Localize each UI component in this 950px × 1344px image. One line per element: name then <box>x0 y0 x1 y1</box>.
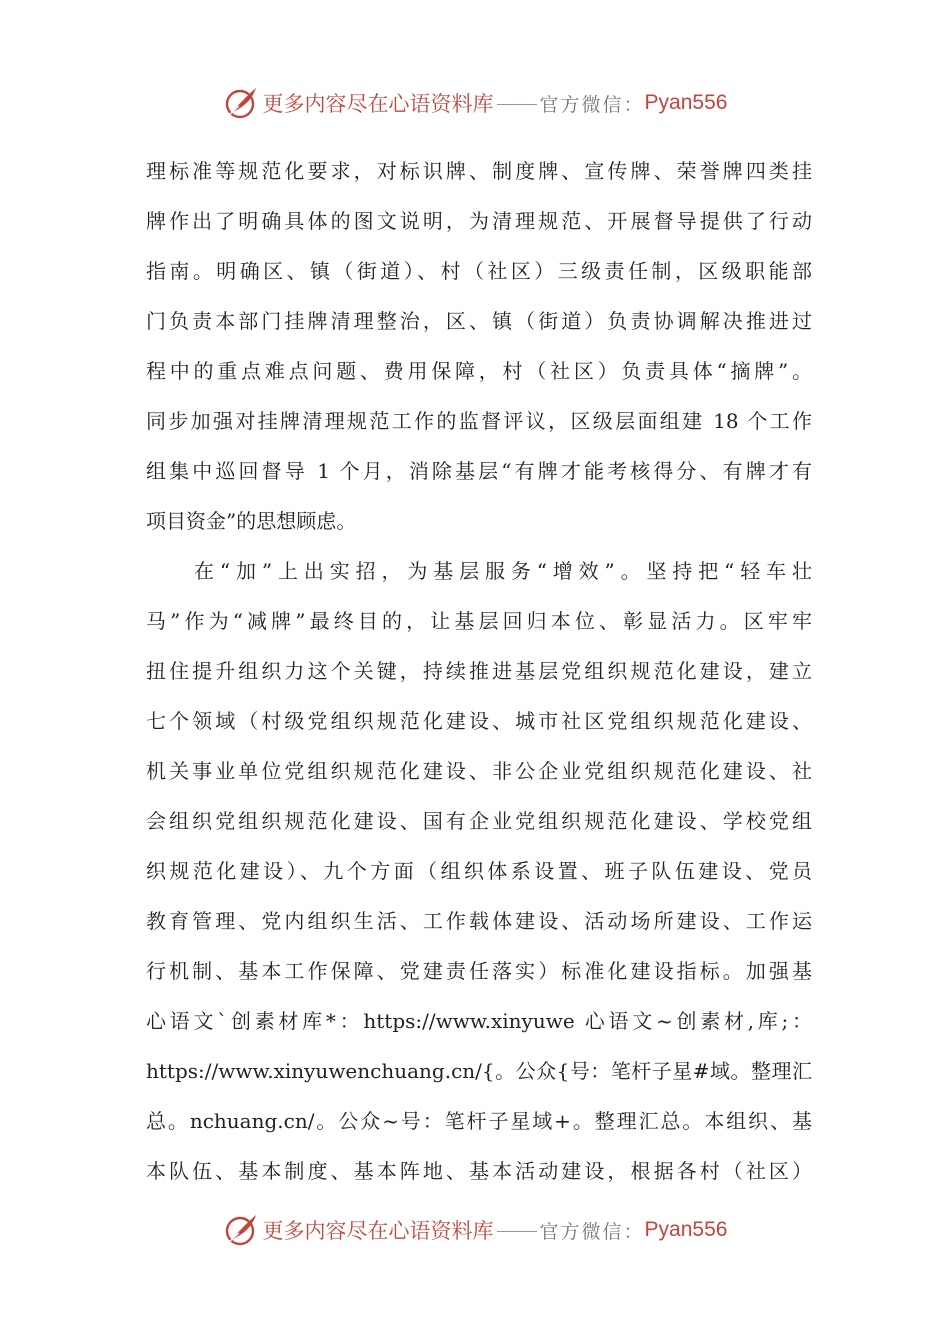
body-line: 程中的重点难点问题、费用保障，村（社区）负责具体“摘牌”。 <box>146 359 812 383</box>
body-line: 理标准等规范化要求，对标识牌、制度牌、宣传牌、荣誉牌四类挂 <box>146 159 812 183</box>
footer-banner-id: Pyan556 <box>644 1218 728 1241</box>
body-line: 总。nchuang.cn/。公众~号：笔杆子星域+。整理汇总。本组织、基 <box>146 1109 812 1133</box>
document-body <box>146 151 812 1201</box>
body-line: 会组织党组织规范化建设、国有企业党组织规范化建设、学校党组 <box>146 809 812 833</box>
header-banner-dash <box>497 104 537 105</box>
body-line: 组集中巡回督导 1 个月，消除基层“有牌才能考核得分、有牌才有 <box>146 459 812 483</box>
header-banner-sub: 官方微信： <box>539 93 645 116</box>
paragraph-start-line: 在“加”上出实招，为基层服务“增效”。坚持把“轻车壮 <box>194 559 812 583</box>
body-line: 本队伍、基本制度、基本阵地、基本活动建设，根据各村（社区） <box>146 1159 812 1183</box>
body-line: 行机制、基本工作保障、党建责任落实）标准化建设指标。加强基 <box>146 959 812 983</box>
header-banner-id: Pyan556 <box>644 91 728 114</box>
header-banner-main: 更多内容尽在心语资料库 <box>262 92 494 116</box>
quill-logo-icon <box>223 1212 259 1248</box>
header-watermark-banner <box>0 83 950 123</box>
body-line: 七个领域（村级党组织规范化建设、城市社区党组织规范化建设、 <box>146 709 812 733</box>
body-line: 织规范化建设）、九个方面（组织体系设置、班子队伍建设、党员 <box>146 859 812 883</box>
body-line: 马”作为“减牌”最终目的，让基层回归本位、彰显活力。区牢牢 <box>146 609 812 633</box>
footer-watermark-banner <box>0 1210 950 1250</box>
body-line: 机关事业单位党组织规范化建设、非公企业党组织规范化建设、社 <box>146 759 812 783</box>
body-line: 教育管理、党内组织生活、工作载体建设、活动场所建设、工作运 <box>146 909 812 933</box>
quill-logo-icon <box>223 85 259 121</box>
body-line: 同步加强对挂牌清理规范工作的监督评议，区级层面组建 18 个工作 <box>146 409 812 433</box>
body-line: 扭住提升组织力这个关键，持续推进基层党组织规范化建设，建立 <box>146 659 812 683</box>
body-line: 牌作出了明确具体的图文说明，为清理规范、开展督导提供了行动 <box>146 209 812 233</box>
body-line: https://www.xinyuwenchuang.cn/{。公众{号：笔杆子星#域。整理汇 <box>146 1059 812 1083</box>
body-line: 指南。明确区、镇（街道）、村（社区）三级责任制，区级职能部 <box>146 259 812 283</box>
body-line: 项目资金”的思想顾虑。 <box>146 509 357 533</box>
body-line: 门负责本部门挂牌清理整治，区、镇（街道）负责协调解决推进过 <box>146 309 812 333</box>
footer-banner-main: 更多内容尽在心语资料库 <box>262 1219 494 1243</box>
footer-banner-sub: 官方微信： <box>539 1220 645 1243</box>
body-line: 心语文`创素材库*：https://www.xinyuwe 心语文~创素材,库;： <box>146 1009 812 1033</box>
footer-banner-dash <box>497 1231 537 1232</box>
